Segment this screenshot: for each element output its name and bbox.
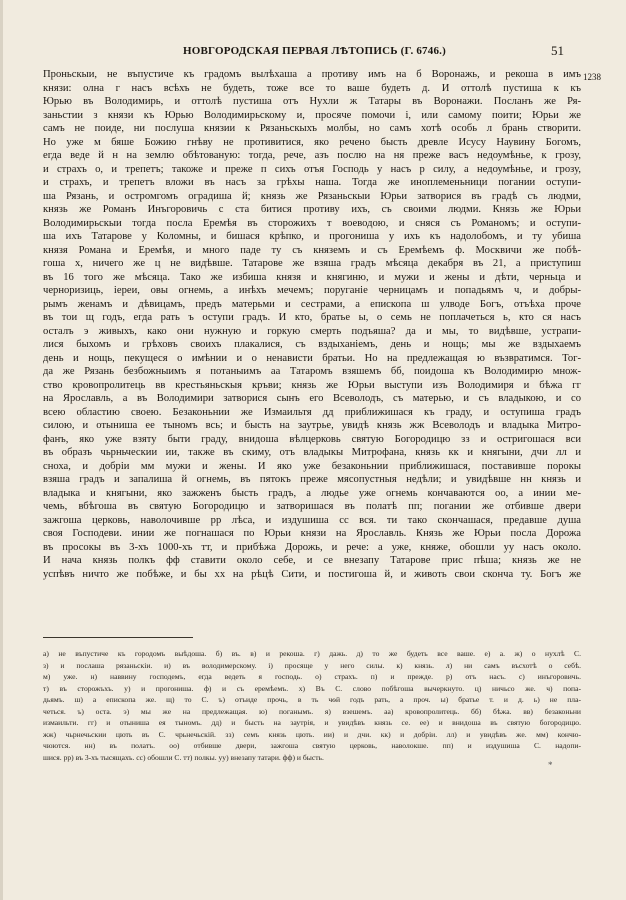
text-line: рымъ женамъ и дѣвицамъ, предъ матерьми и сестрами, а епископа ш улводе Богъ, отъѣха проче bbox=[43, 298, 581, 310]
text-line: И нача князь полкъ фф ставити около себе, и се внезапу Татарове прис пѣша; князь же не bbox=[43, 555, 581, 566]
text-line: князи: олна г насъ всѣхъ не будеть, тоже все то ваше будеть д. И оттолѣ пустиша к къ bbox=[43, 82, 581, 94]
text-line: силою, и отыниша ее тыномъ всь; и бысть на заутрье, увидѣ князь жж Всеволодъ и владыка Митро- bbox=[43, 420, 581, 431]
text-line: ство кровопролитець вв крестьяньскыя кръви; князь же Юрьи выступи изъ Володимиря и бѣжа гг bbox=[43, 379, 581, 391]
text-line: Проньскыи, не въпустиче къ градомъ вылѣхаша а противу имъ на б Воронажь, и рекоша в имъ bbox=[43, 69, 581, 80]
text-line: осталъ э живыхъ, како они нужную и горкую смерть подъяша? да и мы, то видѣвше, устрапи- bbox=[43, 325, 581, 337]
footnote-line: дьямъ. ш) а епископа же. щ) то С. ъ) отъиде прочь, в ть чѳй годъ рать, а проч. ы) братье т. и д. ь) не пла- bbox=[43, 695, 581, 704]
chronicle-text bbox=[43, 68, 581, 581]
text-line: на Ярославль, а въ Володимири затворися сынъ его Всеволодъ, съ матерью, и съ владыкою, и со bbox=[43, 393, 581, 404]
footnote-line: четься. ъ) оста. э) мы же на предлежащая. ю) поганымъ. я) взешемъ. аа) кровопролитець. бб) бѣжа. вв) безаконьни bbox=[43, 706, 581, 716]
text-line: Юрью въ Володимирь, и оттолѣ пустиша отъ Нухли ж Татары въ Воронажи. Посланъ же Ря- bbox=[43, 96, 581, 107]
footnote-line: т) въ сторожъхъ. у) и прогониша. ф) и съ еремѣемъ. х) Въ С. слово побѣгоша вычеркнуто. ц) ничьсо же. ч) попа- bbox=[43, 683, 581, 693]
text-line: заньстии з князи къ Юрью Володимирьскому и, просяче помочи і, или самому поити; Юрьи же bbox=[43, 109, 581, 121]
footnote-line: м) уже. н) наввину господемъ, егда ведеть я господь. о) страхъ. п) и прежде. р) отъ насъ. с) инъгоровичь. bbox=[43, 672, 581, 681]
text-line: день и нощь, пекущеся о имѣнии и о ненависти братьи. Но на предлежащая ю възвратимся. Тог- bbox=[43, 352, 581, 364]
text-line: владыка и княгыни, яко зажженъ бысть градъ, а людье уже огнемь кончаваются оо, а инии ме- bbox=[43, 487, 581, 499]
text-line: лися быхомъ и грѣховъ своихъ плакалися, съ вздыханіемъ, день и нощь; мы же вздыхаемъ bbox=[43, 339, 581, 350]
text-line: князя Романа и Еремѣя, и много паде ту съ княземъ и съ Еремѣемъ ф. Москвичи же побѣ- bbox=[43, 244, 581, 256]
text-line: Но уже м бяше Божию гнѣву не противитися, яко речено бысть древле Исусу Наувину Богомъ, bbox=[43, 136, 581, 148]
text-line: черноризиць, іереи, овы огнемь, а инѣхъ мечемъ; поруганіе черницамъ и попадьямъ ч, и добры- bbox=[43, 285, 581, 296]
asterisk-mark: * bbox=[548, 760, 553, 770]
text-line: Володимирьскыи тогда посла Еремѣя въ сторожихъ т воеводою, и сняся съ Романомъ; и оступи- bbox=[43, 217, 581, 229]
text-line: успѣвъ ничто же побѣже, и бы хх на рѣцѣ Сити, и постигоша й, и животь свои сконча ту. Богъ же bbox=[43, 568, 581, 580]
text-line: въ 16 того же мѣсяца. Тако же избиша князя и княгиню, и мужи и жены и дѣти, черньца и bbox=[43, 271, 581, 283]
footnote-rule bbox=[43, 637, 193, 638]
page-number: 51 bbox=[551, 43, 564, 58]
footnotes bbox=[43, 648, 581, 763]
text-line: въ тои щ годъ, егда рать ъ оступи градъ. И кто, братье ы, о семь не поплачеться ь, кто ся насъ bbox=[43, 312, 581, 323]
text-line: да же Рязань безбожныимъ я потаныимъ аа Татаромъ взяшемъ бб, поидоша къ Володимирю множ- bbox=[43, 366, 581, 377]
footnote-line: шися. рр) въ 3-хъ тысящахъ. сс) обошли С. тт) полкы. уу) внезапу татари. фф) и бысть. bbox=[43, 752, 324, 762]
running-header bbox=[43, 45, 586, 61]
text-line: взяша градъ и запалиша й огнемь, въ пятокъ преже мясопустныя недѣли; и увидѣвше нн князь и bbox=[43, 474, 581, 485]
text-line: въ просокы въ 3-хъ 1000-хъ тт, и прибѣжа Дорожь, и рече: а уже, княже, обошли уу насъ около. bbox=[43, 541, 581, 553]
footnote-line: измаильти. гг) и отыниша ея тыномъ. дд) и бысть на заутрія, и увидѣвъ князь се. ее) и внидоша въ святую богородицю. bbox=[43, 718, 581, 727]
text-line: въ образъ чьрньческии ии, также въ скиму, отъ владыкы Митрофана, князь кк и княгыни, дчи лл и bbox=[43, 447, 581, 458]
text-line: всею областию своею. Безаконьнии же Измаильтя дд приближишася къ граду, и оступиша градъ bbox=[43, 406, 581, 418]
margin-year: 1238 bbox=[583, 72, 601, 82]
text-line: чемь, вбѣгоша въ святую Богородицю и затворишася въ полатѣ пп; погании же отбивше двери bbox=[43, 501, 581, 512]
header-title: НОВГОРОДСКАЯ ПЕРВАЯ ЛѢТОПИСЬ (Г. 6746.) bbox=[183, 45, 446, 57]
footnote-line: а) не въпустиче къ городомъ выѣдоша. б) въ. в) и рекоша. г) дажь. д) то же будеть все ваше. е) а. ж) о нухлѣ С. bbox=[43, 649, 581, 658]
text-line: и страхъ, и трепетъ вложи въ насъ за грѣхы наша. Тогда же иноплеменьници погании оступи- bbox=[43, 177, 581, 188]
text-line: ша Рязань, и остромгомъ оградиша й; князь же Рязаньскыи Юрьи затворися въ градѣ съ людми, bbox=[43, 190, 581, 202]
text-line: егда веде й н на землю обѣтованую: тогда, рече, азъ послю на ня преже васъ недоумѣнье, к грозу, bbox=[43, 150, 581, 161]
footnote-line: чюются. нн) въ полатъ. оо) отбивше двери, зажгоша святую церковь, наволокше. пп) и издушиша С. надопи- bbox=[43, 741, 581, 750]
text-line: гоша х, ничего же ц не видѣвше. Татарове же взяша градъ мѣсяца декабря въ 21, а приступиш bbox=[43, 258, 581, 269]
text-line: фанъ, яко уже взяту быти граду, внидоша вѣлцерковь святую Богородицю зз и остригошася вси bbox=[43, 433, 581, 445]
text-line: ша ихъ Татарове у Коломны, и бишася крѣпко, и прогониша у ихъ къ надолобомъ, и ту убиша bbox=[43, 231, 581, 242]
text-line: своя Господеви. инии же погнашася по Юрьи князи на Ярославль. Князь же Юрьи посла Дорожа bbox=[43, 528, 581, 539]
text-line: самъ не поиде, ни послуша князии к Рязаньскыхъ молбы, но самъ хотѣ особь л брань створити. bbox=[43, 123, 581, 134]
footnote-line: з) и послаша рязаньскіи. и) въ володимерскому. і) просяще у него силы. к) князь. л) ни самъ въсхотѣ о себѣ. bbox=[43, 660, 581, 670]
text-line: сноха, и добріи мм мужи и жены. И яко уже безаконьнии приближишася, поставивше порокы bbox=[43, 460, 581, 472]
text-line: князь же Романъ Инъгоровичь с ста битися противу ихъ, съ своими людми. Князь же Юрьи bbox=[43, 204, 581, 215]
text-line: и страхъ о, и трепетъ; такоже и преже п сихъ отъя Господь у насъ р силу, а недоумѣнье, и грозу, bbox=[43, 163, 581, 175]
footnote-line: жж) чьрнечьскии цють въ С. чрьнечьскій. зз) семъ князь цють. ии) и дчи. кк) и добріи. лл) и увидѣвъ же. мм) кончю- bbox=[43, 729, 581, 739]
text-line: зажгоша церковь, наволочивше рр лѣса, и издушиша сс вся. ти тако скончашася, предавше душа bbox=[43, 514, 581, 526]
